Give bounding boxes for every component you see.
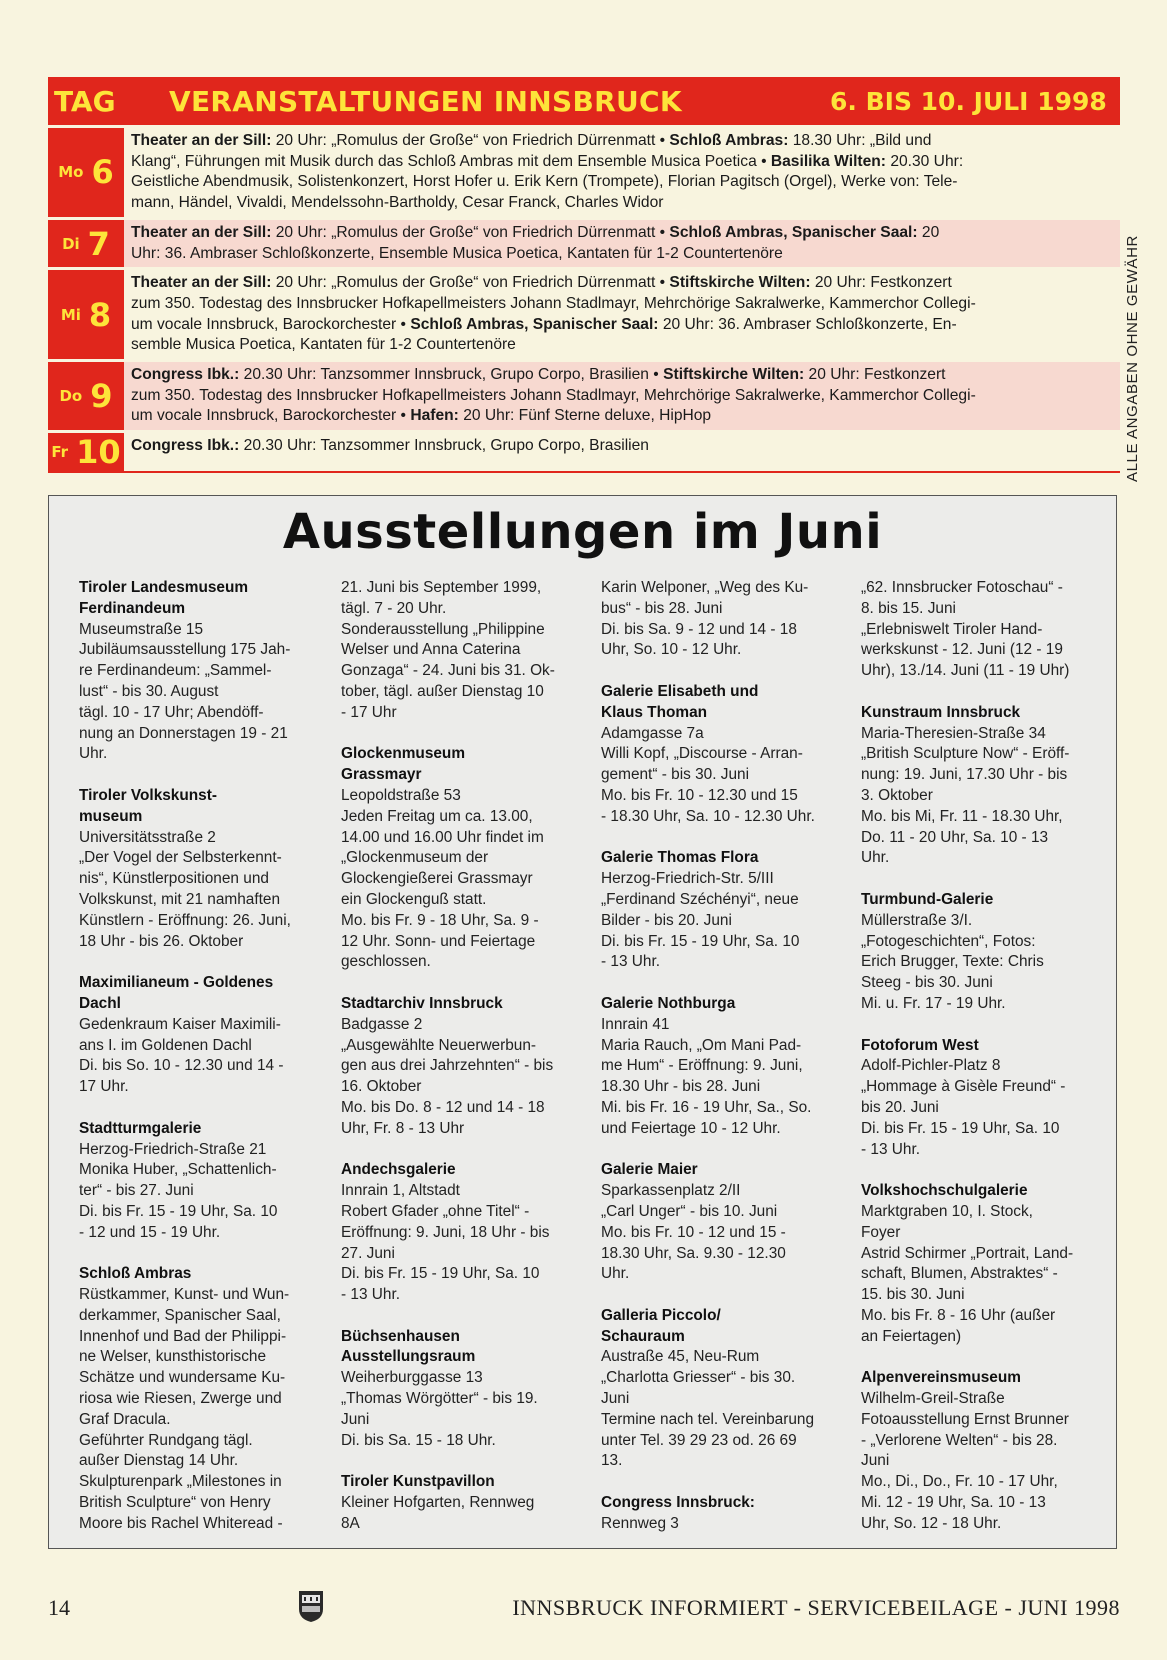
- exhibition-detail: Universitätsstraße 2: [79, 828, 216, 846]
- day-number: 10: [76, 433, 121, 472]
- exhibition-detail: Di. bis Fr. 15 - 19 Uhr, Sa. 10: [861, 1119, 1060, 1137]
- exhibition-detail: - 13 Uhr.: [341, 1286, 401, 1304]
- events-title: VERANSTALTUNGEN INNSBRUCK: [169, 84, 682, 118]
- exhibition-detail: Mi. bis Fr. 16 - 19 Uhr, Sa., So.: [601, 1098, 812, 1116]
- exhibition-detail: Wilhelm-Greil-Straße: [861, 1390, 1005, 1408]
- exhibition-detail: ein Glockenguß statt.: [341, 890, 487, 908]
- exhibition-venue: Tiroler Landesmuseum: [79, 579, 249, 596]
- day-number: 6: [91, 153, 114, 192]
- events-date-range: 6. BIS 10. JULI 1998: [830, 86, 1107, 116]
- exhibition-detail: Müllerstraße 3/I.: [861, 911, 973, 929]
- exhibition-detail: Uhr.: [79, 745, 108, 763]
- exhibition-detail: Museumstraße 15: [79, 620, 204, 638]
- exhibition-detail: Glockengießerei Grassmayr: [341, 870, 533, 888]
- exhibition-entry: [341, 744, 573, 973]
- exhibition-entry: [79, 578, 311, 765]
- exhibition-detail: British Sculpture“ von Henry: [79, 1494, 271, 1512]
- exhibition-detail: - 13 Uhr.: [861, 1140, 921, 1158]
- exhibition-detail: „Ausgewählte Neuerwerbun-: [341, 1036, 537, 1054]
- event-day-cell: [48, 362, 124, 430]
- exhibition-detail: Di. bis So. 10 - 12.30 und 14 -: [79, 1057, 284, 1075]
- exhibition-detail: Mo. bis Fr. 8 - 16 Uhr (außer: [861, 1306, 1056, 1324]
- exhibition-detail: Astrid Schirmer „Portrait, Land-: [861, 1244, 1074, 1262]
- exhibition-detail: Di. bis Fr. 15 - 19 Uhr, Sa. 10: [79, 1202, 278, 1220]
- event-description: [124, 220, 1120, 267]
- exhibition-detail: me Hum“ - Eröffnung: 9. Juni,: [601, 1057, 803, 1075]
- exhibition-detail: geschlossen.: [341, 953, 431, 971]
- event-row: [48, 217, 1120, 267]
- exhibition-detail: bus“ - bis 28. Juni: [601, 599, 723, 617]
- exhibition-entry: [79, 1119, 311, 1244]
- exhibition-detail: 8A: [341, 1514, 360, 1532]
- exhibition-detail: an Feiertagen): [861, 1327, 962, 1345]
- event-day-cell: [48, 220, 124, 267]
- exhibition-entry: [861, 890, 1093, 1015]
- exhibition-detail: unter Tel. 39 29 23 od. 26 69: [601, 1431, 797, 1449]
- exhibition-detail: - 13 Uhr.: [601, 953, 661, 971]
- exhibition-detail: Gonzaga“ - 24. Juni bis 31. Ok-: [341, 662, 555, 680]
- exhibition-detail: Adolf-Pichler-Platz 8: [861, 1057, 1001, 1075]
- header-day-label: TAG: [54, 84, 116, 118]
- events-table: [48, 77, 1120, 473]
- event-line: Congress Ibk.: 20.30 Uhr: Tanzsommer Innsbruck, Grupo Corpo, Brasilien • Stiftskirche Wilten: 20 Uhr: Festkonzert: [131, 366, 946, 384]
- exhibition-detail: Mo. bis Fr. 10 - 12.30 und 15: [601, 786, 798, 804]
- exhibition-detail: „Charlotta Griesser“ - bis 30.: [601, 1369, 796, 1387]
- exhibition-venue: Kunstraum Innsbruck: [861, 703, 1021, 721]
- exhibition-venue: Tiroler Kunstpavillon: [341, 1473, 495, 1491]
- exhibition-detail: Steeg - bis 30. Juni: [861, 974, 993, 992]
- exhibition-entry: [79, 1264, 311, 1534]
- exhibition-detail: 12 Uhr. Sonn- und Feiertage: [341, 932, 536, 950]
- exhibition-detail: ne Welser, kunsthistorische: [79, 1348, 267, 1366]
- exhibition-detail: tober, tägl. außer Dienstag 10: [341, 682, 544, 700]
- exhibition-venue: Ferdinandeum: [79, 599, 186, 617]
- publication-line: INNSBRUCK INFORMIERT - SERVICEBEILAGE - JUNI 1998: [512, 1595, 1120, 1620]
- exhibition-detail: Graf Dracula.: [79, 1410, 171, 1428]
- exhibitions-column-1: [79, 578, 311, 1555]
- exhibition-detail: Robert Gfader „ohne Titel“ -: [341, 1202, 530, 1220]
- exhibition-detail: Mo. bis Mi, Fr. 11 - 18.30 Uhr,: [861, 807, 1063, 825]
- exhibition-venue: Tiroler Volkskunst-: [79, 786, 217, 804]
- event-day-cell: [48, 128, 124, 217]
- day-name: Mo: [58, 163, 84, 182]
- exhibition-detail: Termine nach tel. Vereinbarung: [601, 1410, 815, 1428]
- exhibition-detail: Kleiner Hofgarten, Rennweg: [341, 1494, 535, 1512]
- exhibition-detail: außer Dienstag 14 Uhr.: [79, 1452, 239, 1470]
- exhibition-detail: Juni: [861, 1452, 890, 1470]
- event-line: Uhr: 36. Ambraser Schloßkonzerte, Ensemble Musica Poetica, Kantaten für 1-2 Countertenöre: [131, 244, 783, 262]
- day-name: Di: [62, 234, 80, 253]
- exhibition-detail: Herzog-Friedrich-Straße 21: [79, 1140, 267, 1158]
- exhibition-venue: Galerie Thomas Flora: [601, 849, 759, 867]
- exhibition-detail: Di. bis Fr. 15 - 19 Uhr, Sa. 10: [601, 932, 800, 950]
- exhibition-entry: [601, 994, 833, 1140]
- exhibition-entry: [601, 1306, 833, 1472]
- exhibition-entry: [341, 994, 573, 1140]
- exhibition-venue: Turmbund-Galerie: [861, 890, 994, 908]
- exhibition-detail: 17 Uhr.: [79, 1078, 129, 1096]
- exhibition-venue: Schloß Ambras: [79, 1265, 192, 1283]
- exhibition-detail: Leopoldstraße 53: [341, 786, 461, 804]
- event-day-cell: [48, 270, 124, 359]
- event-description: [124, 270, 1120, 359]
- exhibition-venue: Büchsenhausen: [341, 1327, 460, 1345]
- exhibition-detail: Foyer: [861, 1223, 901, 1241]
- exhibition-detail: Uhr), 13./14. Juni (11 - 19 Uhr): [861, 662, 1070, 680]
- exhibition-detail: - 12 und 15 - 19 Uhr.: [79, 1223, 221, 1241]
- exhibition-detail: - „Verlorene Welten“ - bis 28.: [861, 1431, 1058, 1449]
- page-footer: [48, 1585, 1120, 1625]
- disclaimer-vertical: ALLE ANGABEN OHNE GEWÄHR: [1124, 235, 1141, 482]
- exhibition-detail: 18 Uhr - bis 26. Oktober: [79, 932, 244, 950]
- day-name: Fr: [51, 443, 69, 462]
- exhibition-detail: bis 20. Juni: [861, 1098, 939, 1116]
- exhibition-detail: Di. bis Sa. 9 - 12 und 14 - 18: [601, 620, 797, 638]
- exhibition-detail: schaft, Blumen, Abstraktes“ -: [861, 1265, 1058, 1283]
- exhibition-detail: Schätze und wundersame Ku-: [79, 1369, 286, 1387]
- exhibition-entry: [861, 1036, 1093, 1161]
- exhibition-detail: Maria-Theresien-Straße 34: [861, 724, 1046, 742]
- exhibition-detail: Badgasse 2: [341, 1015, 423, 1033]
- exhibition-detail: Willi Kopf, „Discourse - Arran-: [601, 745, 803, 763]
- exhibition-venue: Klaus Thoman: [601, 703, 708, 721]
- exhibition-detail: 14.00 und 16.00 Uhr findet im: [341, 828, 544, 846]
- exhibition-venue: Galleria Piccolo/: [601, 1306, 721, 1324]
- exhibition-detail: Jubiläumsausstellung 175 Jah-: [79, 641, 291, 659]
- exhibition-venue: Schauraum: [601, 1327, 685, 1345]
- exhibition-entry: [861, 578, 1093, 682]
- exhibition-entry: [601, 682, 833, 828]
- exhibition-detail: - 17 Uhr: [341, 703, 397, 721]
- exhibition-detail: Uhr.: [601, 1265, 630, 1283]
- event-description: [124, 128, 1120, 217]
- event-row: [48, 359, 1120, 430]
- exhibition-detail: „Thomas Wörgötter“ - bis 19.: [341, 1390, 538, 1408]
- exhibition-venue: museum: [79, 807, 143, 825]
- city-crest-icon: [297, 1589, 325, 1623]
- exhibition-detail: Sonderausstellung „Philippine: [341, 620, 545, 638]
- exhibition-entry: [341, 1160, 573, 1306]
- exhibition-entry: [861, 703, 1093, 869]
- exhibition-detail: tägl. 7 - 20 Uhr.: [341, 599, 447, 617]
- exhibition-detail: Uhr.: [861, 849, 890, 867]
- exhibition-detail: ter“ - bis 27. Juni: [79, 1182, 194, 1200]
- exhibition-detail: „Erlebniswelt Tiroler Hand-: [861, 620, 1043, 638]
- exhibition-detail: werkskunst - 12. Juni (12 - 19: [861, 641, 1063, 659]
- exhibition-detail: Mi. 12 - 19 Uhr, Sa. 10 - 13: [861, 1494, 1046, 1512]
- exhibition-detail: nis“, Künstlerpositionen und: [79, 870, 269, 888]
- exhibition-detail: Mi. u. Fr. 17 - 19 Uhr.: [861, 994, 1006, 1012]
- event-line: Geistliche Abendmusik, Solistenkonzert, Horst Hofer u. Erik Kern (Trompete), Florian Pagitsch (Orgel), Werke von: Tele-: [131, 173, 958, 191]
- exhibition-detail: Geführter Rundgang tägl.: [79, 1431, 253, 1449]
- exhibition-entry: [341, 1327, 573, 1452]
- exhibition-detail: derkammer, Spanischer Saal,: [79, 1306, 281, 1324]
- event-line: Theater an der Sill: 20 Uhr: „Romulus der Große“ von Friedrich Dürrenmatt • Schloß Ambras: 18.30 Uhr: „Bild und: [131, 132, 932, 149]
- day-name: Mi: [60, 305, 81, 324]
- event-row: [48, 430, 1120, 473]
- exhibition-venue: Dachl: [79, 994, 121, 1012]
- exhibition-detail: Mo. bis Fr. 9 - 18 Uhr, Sa. 9 -: [341, 911, 539, 929]
- exhibition-detail: 18.30 Uhr, Sa. 9.30 - 12.30: [601, 1244, 786, 1262]
- exhibitions-column-4: [861, 578, 1093, 1555]
- exhibition-venue: Stadtarchiv Innsbruck: [341, 994, 503, 1012]
- exhibition-detail: Karin Welponer, „Weg des Ku-: [601, 579, 809, 596]
- exhibition-detail: Uhr, Fr. 8 - 13 Uhr: [341, 1119, 465, 1137]
- exhibition-detail: 18.30 Uhr - bis 28. Juni: [601, 1078, 761, 1096]
- exhibitions-column-2: [341, 578, 573, 1555]
- exhibition-detail: Adamgasse 7a: [601, 724, 704, 742]
- exhibition-venue: Andechsgalerie: [341, 1161, 456, 1179]
- event-rows: [48, 125, 1120, 473]
- exhibition-detail: gement“ - bis 30. Juni: [601, 766, 749, 784]
- exhibition-detail: Maria Rauch, „Om Mani Pad-: [601, 1036, 802, 1054]
- exhibition-detail: 13.: [601, 1452, 623, 1470]
- exhibition-detail: Herzog-Friedrich-Str. 5/III: [601, 870, 774, 888]
- exhibition-detail: Erich Brugger, Texte: Chris: [861, 953, 1044, 971]
- exhibition-detail: Mo. bis Fr. 10 - 12 und 15 -: [601, 1223, 786, 1241]
- exhibition-detail: Juni: [601, 1390, 630, 1408]
- exhibition-detail: „Carl Unger“ - bis 10. Juni: [601, 1202, 778, 1220]
- exhibition-detail: riosa wie Riesen, Zwerge und: [79, 1390, 282, 1408]
- exhibition-venue: Glockenmuseum: [341, 745, 466, 763]
- exhibition-detail: Rüstkammer, Kunst- und Wun-: [79, 1286, 290, 1304]
- exhibition-detail: Volkskunst, mit 21 namhaften: [79, 890, 281, 908]
- exhibition-detail: Di. bis Fr. 15 - 19 Uhr, Sa. 10: [341, 1265, 540, 1283]
- exhibition-detail: 15. bis 30. Juni: [861, 1286, 965, 1304]
- exhibition-detail: 16. Oktober: [341, 1078, 422, 1096]
- exhibition-detail: Innrain 1, Altstadt: [341, 1182, 460, 1200]
- event-line: um vocale Innsbruck, Barockorchester • Hafen: 20 Uhr: Fünf Sterne deluxe, HipHop: [131, 407, 712, 425]
- events-header: [48, 77, 1120, 125]
- exhibition-entry: [341, 578, 573, 724]
- exhibition-venue: Congress Innsbruck:: [601, 1494, 755, 1512]
- exhibition-detail: „62. Innsbrucker Fotoschau“ -: [861, 579, 1063, 596]
- event-line: zum 350. Todestag des Innsbrucker Hofkapellmeisters Johann Stadlmayr, Mehrchörige Sakralwerke, Kammerchor Collegi-: [131, 294, 976, 312]
- exhibition-detail: tägl. 10 - 17 Uhr; Abendöff-: [79, 703, 264, 721]
- day-name: Do: [59, 387, 83, 406]
- exhibition-entry: [861, 1368, 1093, 1534]
- exhibition-entry: [79, 786, 311, 952]
- event-line: zum 350. Todestag des Innsbrucker Hofkapellmeisters Johann Stadlmayr, Mehrchörige Sakralwerke, Kammerchor Collegi-: [131, 386, 976, 404]
- exhibition-detail: 8. bis 15. Juni: [861, 599, 956, 617]
- exhibition-detail: Mo., Di., Do., Fr. 10 - 17 Uhr,: [861, 1473, 1058, 1491]
- exhibitions-column-3: [601, 578, 833, 1555]
- exhibition-entry: [601, 1160, 833, 1285]
- exhibition-detail: Eröffnung: 9. Juni, 18 Uhr - bis: [341, 1223, 550, 1241]
- exhibition-detail: ans I. im Goldenen Dachl: [79, 1036, 252, 1054]
- event-line: Theater an der Sill: 20 Uhr: „Romulus der Große“ von Friedrich Dürrenmatt • Schloß Ambras, Spanischer Saal: 20: [131, 223, 940, 241]
- exhibition-detail: 21. Juni bis September 1999,: [341, 579, 542, 596]
- event-line: um vocale Innsbruck, Barockorchester • Schloß Ambras, Spanischer Saal: 20 Uhr: 36. Ambraser Schloßkonzerte, En-: [131, 315, 957, 333]
- exhibition-detail: Rennweg 3: [601, 1514, 679, 1532]
- exhibition-detail: „Glockenmuseum der: [341, 849, 489, 867]
- exhibition-detail: Gedenkraum Kaiser Maximili-: [79, 1015, 281, 1033]
- exhibition-detail: Welser und Anna Caterina: [341, 641, 521, 659]
- event-row: [48, 125, 1120, 217]
- exhibition-venue: Fotoforum West: [861, 1036, 979, 1054]
- exhibition-detail: Juni: [341, 1410, 370, 1428]
- event-row: [48, 267, 1120, 359]
- exhibition-detail: Jeden Freitag um ca. 13.00,: [341, 807, 533, 825]
- exhibition-detail: Fotoausstellung Ernst Brunner: [861, 1410, 1069, 1428]
- exhibition-detail: Uhr, So. 12 - 18 Uhr.: [861, 1514, 1002, 1532]
- exhibition-detail: Bilder - bis 20. Juni: [601, 911, 732, 929]
- exhibition-detail: Mo. bis Do. 8 - 12 und 14 - 18: [341, 1098, 545, 1116]
- exhibition-detail: „Der Vogel der Selbsterkennt-: [79, 849, 282, 867]
- exhibition-detail: nung: 19. Juni, 17.30 Uhr - bis: [861, 766, 1068, 784]
- page-number: 14: [48, 1595, 70, 1620]
- exhibition-detail: Di. bis Sa. 15 - 18 Uhr.: [341, 1431, 496, 1449]
- exhibition-detail: Innenhof und Bad der Philippi-: [79, 1327, 287, 1345]
- exhibition-entry: [601, 578, 833, 661]
- exhibition-venue: Ausstellungsraum: [341, 1348, 476, 1366]
- exhibition-venue: Grassmayr: [341, 766, 422, 784]
- exhibition-detail: Weiherburggasse 13: [341, 1369, 483, 1387]
- exhibition-entry: [79, 973, 311, 1098]
- exhibitions-title: Ausstellungen im Juni: [282, 504, 883, 560]
- event-line: mann, Händel, Vivaldi, Mendelssohn-Bartholdy, Cesar Franck, Charles Widor: [131, 194, 664, 212]
- exhibition-detail: nung an Donnerstagen 19 - 21: [79, 724, 288, 742]
- exhibition-detail: Uhr, So. 10 - 12 Uhr.: [601, 641, 742, 659]
- exhibition-detail: 27. Juni: [341, 1244, 395, 1262]
- exhibition-detail: gen aus drei Jahrzehnten“ - bis: [341, 1057, 554, 1075]
- exhibition-detail: Künstlern - Eröffnung: 26. Juni,: [79, 911, 291, 929]
- exhibition-detail: Innrain 41: [601, 1015, 670, 1033]
- exhibition-detail: Sparkassenplatz 2/II: [601, 1182, 741, 1200]
- exhibition-venue: Galerie Elisabeth und: [601, 682, 759, 700]
- exhibitions-box: [48, 495, 1117, 1549]
- exhibition-venue: Maximilianeum - Goldenes: [79, 974, 274, 992]
- event-description: [124, 362, 1120, 430]
- day-number: 8: [88, 295, 112, 334]
- exhibition-venue: Stadtturmgalerie: [79, 1119, 202, 1137]
- exhibition-detail: und Feiertage 10 - 12 Uhr.: [601, 1119, 781, 1137]
- exhibition-detail: „Fotogeschichten“, Fotos:: [861, 932, 1036, 950]
- exhibition-detail: Monika Huber, „Schattenlich-: [79, 1161, 277, 1179]
- exhibition-venue: Galerie Maier: [601, 1161, 698, 1179]
- exhibition-venue: Alpenvereinsmuseum: [861, 1369, 1021, 1387]
- exhibition-detail: lust“ - bis 30. August: [79, 682, 219, 700]
- exhibition-detail: „Ferdinand Széchényi“, neue: [601, 890, 799, 908]
- exhibition-venue: Galerie Nothburga: [601, 994, 736, 1012]
- exhibition-detail: Skulpturenpark „Milestones in: [79, 1473, 282, 1491]
- exhibition-detail: Do. 11 - 20 Uhr, Sa. 10 - 13: [861, 828, 1049, 846]
- exhibition-detail: Moore bis Rachel Whiteread -: [79, 1514, 283, 1532]
- exhibition-detail: Marktgraben 10, I. Stock,: [861, 1202, 1033, 1220]
- event-line: Theater an der Sill: 20 Uhr: „Romulus der Große“ von Friedrich Dürrenmatt • Stiftskirche Wilten: 20 Uhr: Festkonzert: [131, 274, 952, 292]
- day-number: 7: [87, 224, 110, 263]
- day-number: 9: [90, 377, 113, 416]
- event-description: [124, 433, 1120, 471]
- event-line: semble Musica Poetica, Kantaten für 1-2 Countertenöre: [131, 336, 516, 354]
- event-line: Congress Ibk.: 20.30 Uhr: Tanzsommer Innsbruck, Grupo Corpo, Brasilien: [131, 437, 649, 455]
- exhibition-detail: - 18.30 Uhr, Sa. 10 - 12.30 Uhr.: [601, 807, 815, 825]
- event-day-cell: [48, 433, 124, 471]
- exhibition-entry: [861, 1181, 1093, 1347]
- event-line: Klang“, Führungen mit Musik durch das Schloß Ambras mit dem Ensemble Musica Poetica • Basilika Wilten: 20.30 Uhr:: [131, 152, 964, 170]
- exhibition-venue: Volkshochschulgalerie: [861, 1182, 1028, 1200]
- exhibition-detail: re Ferdinandeum: „Sammel-: [79, 662, 272, 680]
- exhibition-entry: [601, 1493, 833, 1535]
- exhibition-entry: [341, 1472, 573, 1534]
- exhibition-detail: 3. Oktober: [861, 786, 933, 804]
- exhibition-entry: [601, 848, 833, 973]
- exhibition-detail: „Hommage à Gisèle Freund“ -: [861, 1078, 1066, 1096]
- exhibition-detail: Austraße 45, Neu-Rum: [601, 1348, 760, 1366]
- exhibition-detail: „British Sculpture Now“ - Eröff-: [861, 745, 1070, 763]
